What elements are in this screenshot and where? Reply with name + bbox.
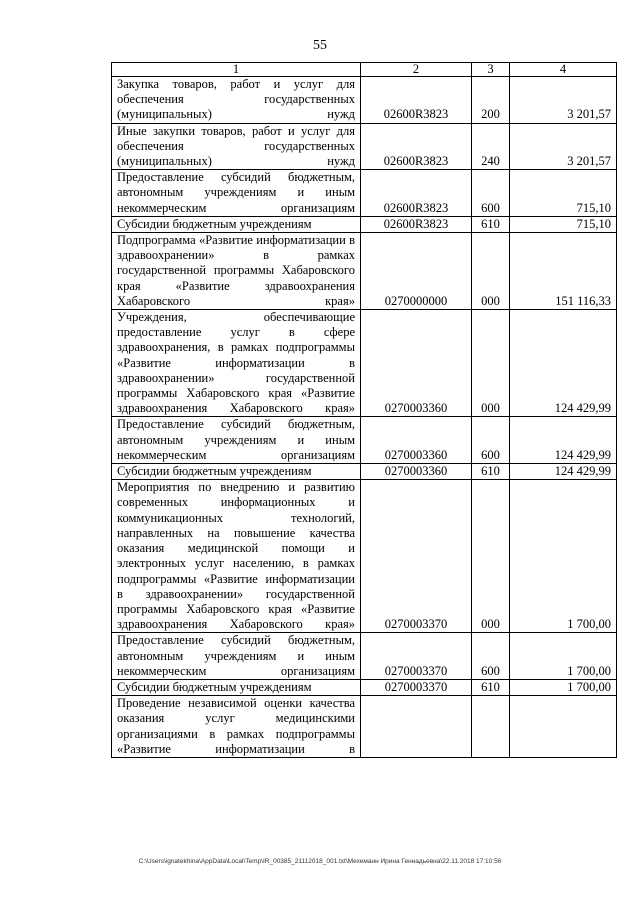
header-col-2: 2 <box>361 63 472 77</box>
table-row <box>112 77 617 124</box>
row-name: Учреждения, обеспечивающие предоставление услуг в сфере здравоохранения, в рамках подпрограммы «Развитие информатизации в здравоохранении» государственной программы Хабаровского края «Развитие здравоохранения Хабаровского края» <box>112 310 361 417</box>
table-row <box>112 417 617 464</box>
table-row <box>112 310 617 417</box>
row-code: 0270003360 <box>361 464 472 480</box>
row-code: 0270000000 <box>361 233 472 310</box>
row-amount: 1 700,00 <box>510 679 617 695</box>
row-amount: 1 700,00 <box>510 480 617 633</box>
row-type: 240 <box>472 123 510 170</box>
row-type: 000 <box>472 480 510 633</box>
row-type: 610 <box>472 464 510 480</box>
row-type: 610 <box>472 679 510 695</box>
row-amount: 124 429,99 <box>510 310 617 417</box>
row-name: Проведение независимой оценки качества оказания услуг медицинскими организациями в рамках подпрограммы «Развитие информатизации в <box>112 696 361 758</box>
budget-table <box>111 62 617 758</box>
row-name: Субсидии бюджетным учреждениям <box>112 464 361 480</box>
table-row <box>112 464 617 480</box>
header-col-3: 3 <box>472 63 510 77</box>
row-type: 610 <box>472 216 510 232</box>
row-name: Предоставление субсидий бюджетным, автономным учреждениям и иным некоммерческим организациям <box>112 170 361 217</box>
row-code: 0270003360 <box>361 310 472 417</box>
row-name: Подпрограмма «Развитие информатизации в здравоохранении» в рамках государственной программы Хабаровского края «Развитие здравоохранения Хабаровского края» <box>112 233 361 310</box>
header-col-4: 4 <box>510 63 617 77</box>
row-code <box>361 696 472 758</box>
row-type: 600 <box>472 633 510 680</box>
row-type: 000 <box>472 233 510 310</box>
table-header-row <box>112 63 617 77</box>
table-row <box>112 679 617 695</box>
row-code: 02600R3823 <box>361 123 472 170</box>
row-code: 02600R3823 <box>361 170 472 217</box>
row-name: Предоставление субсидий бюджетным, автономным учреждениям и иным некоммерческим организациям <box>112 633 361 680</box>
row-type: 600 <box>472 417 510 464</box>
row-amount: 124 429,99 <box>510 464 617 480</box>
row-code: 02600R3823 <box>361 216 472 232</box>
page-number: 55 <box>313 38 327 53</box>
row-name: Субсидии бюджетным учреждениям <box>112 679 361 695</box>
row-name: Иные закупки товаров, работ и услуг для обеспечения государственных (муниципальных) нужд <box>112 123 361 170</box>
row-amount: 715,10 <box>510 216 617 232</box>
row-name: Субсидии бюджетным учреждениям <box>112 216 361 232</box>
row-code: 0270003360 <box>361 417 472 464</box>
row-name: Предоставление субсидий бюджетным, автономным учреждениям и иным некоммерческим организациям <box>112 417 361 464</box>
row-amount: 3 201,57 <box>510 77 617 124</box>
row-code: 02600R3823 <box>361 77 472 124</box>
table-row <box>112 633 617 680</box>
row-amount: 3 201,57 <box>510 123 617 170</box>
row-type: 000 <box>472 310 510 417</box>
header-col-1: 1 <box>112 63 361 77</box>
row-amount: 715,10 <box>510 170 617 217</box>
row-name: Мероприятия по внедрению и развитию современных информационных и коммуникационных технологий, направленных на повышение качества оказания медицинской помощи и электронных услуг населению, в рамках подпрограммы «Развитие информатизации в здравоохранении» государственной программы Хабаровского края «Развитие здравоохранения Хабаровского края» <box>112 480 361 633</box>
table-row <box>112 233 617 310</box>
row-code: 0270003370 <box>361 679 472 695</box>
row-amount: 124 429,99 <box>510 417 617 464</box>
file-path-footer: C:\Users\ignatekhina\AppData\Local\Temp\IR_00385_21112018_001.txt\Мехеманн Ирина Геннадьевна\22.11.2018 17:10:56 <box>138 858 502 865</box>
table-row <box>112 216 617 232</box>
table-row <box>112 123 617 170</box>
row-amount <box>510 696 617 758</box>
row-code: 0270003370 <box>361 633 472 680</box>
row-code: 0270003370 <box>361 480 472 633</box>
row-amount: 1 700,00 <box>510 633 617 680</box>
row-type: 200 <box>472 77 510 124</box>
row-type: 600 <box>472 170 510 217</box>
row-name: Закупка товаров, работ и услуг для обеспечения государственных (муниципальных) нужд <box>112 77 361 124</box>
table-row <box>112 696 617 758</box>
row-type <box>472 696 510 758</box>
row-amount: 151 116,33 <box>510 233 617 310</box>
table-row <box>112 170 617 217</box>
table-row <box>112 480 617 633</box>
